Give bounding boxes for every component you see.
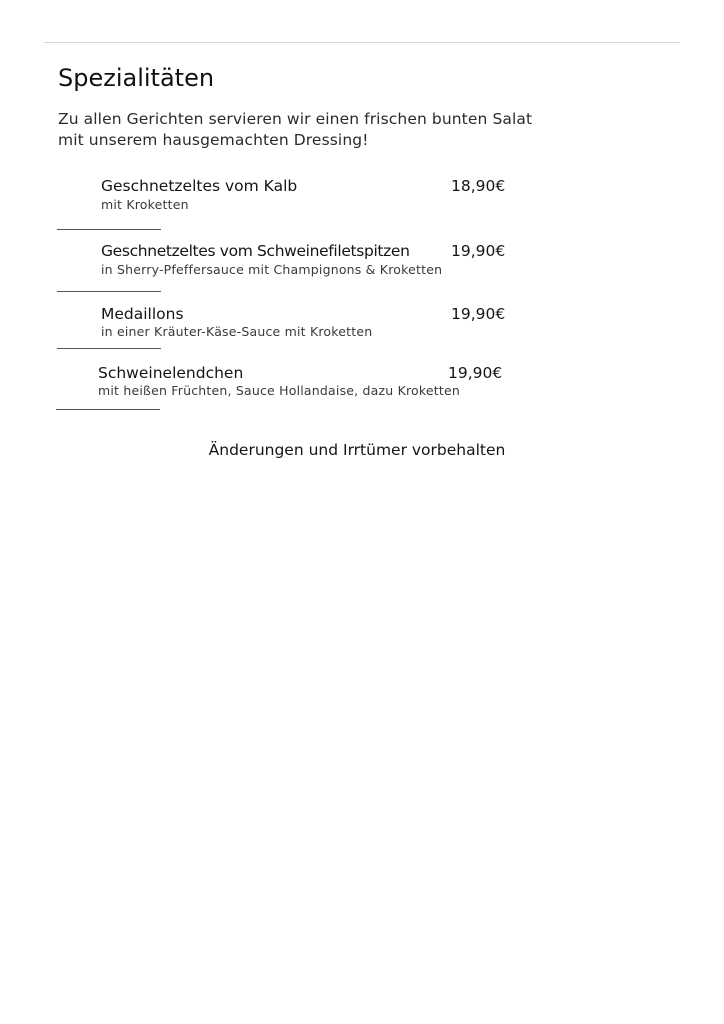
menu-item-price: 19,90€ [448, 364, 503, 382]
intro-line-1: Zu allen Gerichten servieren wir einen frischen bunten Salat [58, 110, 533, 128]
menu-item-name: Medaillons [101, 305, 184, 323]
item-divider [57, 291, 161, 292]
item-divider [57, 229, 161, 230]
menu-item-price: 18,90€ [451, 177, 506, 195]
menu-item-price: 19,90€ [451, 242, 506, 260]
page-title: Spezialitäten [58, 64, 215, 92]
intro-text [58, 109, 532, 151]
menu-item-name: Schweinelendchen [98, 364, 244, 382]
top-divider [44, 42, 680, 43]
menu-item-name: Geschnetzeltes vom Kalb [101, 177, 298, 195]
menu-item-name: Geschnetzeltes vom Schweinefiletspitzen [101, 242, 410, 260]
menu-item-description: mit heißen Früchten, Sauce Hollandaise, dazu Kroketten [98, 383, 460, 398]
item-divider [57, 348, 161, 349]
intro-line-2: mit unserem hausgemachten Dressing! [58, 131, 369, 149]
menu-item-description: in einer Kräuter-Käse-Sauce mit Kroketten [101, 324, 373, 339]
disclaimer-note: Änderungen und Irrtümer vorbehalten [208, 441, 506, 459]
item-divider [56, 409, 160, 410]
menu-item-description: in Sherry-Pfeffersauce mit Champignons & Kroketten [101, 262, 443, 277]
menu-item-price: 19,90€ [451, 305, 506, 323]
menu-item-description: mit Kroketten [101, 197, 189, 212]
